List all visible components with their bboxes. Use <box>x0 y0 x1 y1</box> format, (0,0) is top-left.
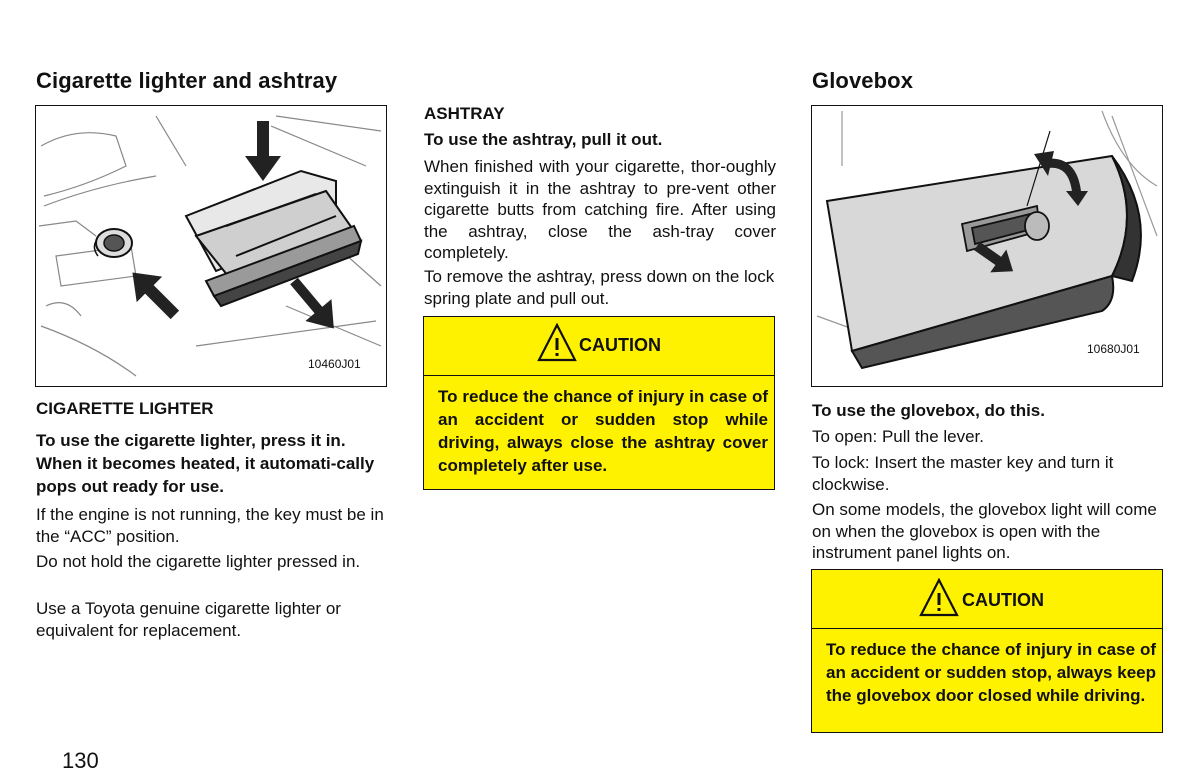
glovebox-light-note: On some models, the glovebox light will come on when the glovebox is open with the instrument panel lights on. <box>812 500 1157 562</box>
down-arrow-icon <box>245 121 281 181</box>
ashtray-note-1: When finished with your cigarette, thor-oughly extinguish it in the ashtray to pre-vent other cigarette butts from catching fire. After using the ashtray, close the ash-tray cover completely. <box>424 157 776 262</box>
caution-header <box>812 570 1162 629</box>
cigarette-lighter-note-1: If the engine is not running, the key must be in the “ACC” position. <box>36 505 384 546</box>
section-title-cigarette-ashtray: Cigarette lighter and ashtray <box>36 68 338 93</box>
glovebox-caution-box <box>811 569 1163 733</box>
section-title-glovebox: Glovebox <box>812 68 914 93</box>
cigarette-lighter-instruction: To use the cigarette lighter, press it in. When it becomes heated, it automati-cally pops out ready for use. <box>36 431 375 496</box>
glovebox-open-note: To open: Pull the lever. <box>812 427 985 446</box>
ashtray-illustration <box>35 105 387 387</box>
figure-code: 10680J01 <box>1087 342 1140 356</box>
cigarette-lighter-note-3: Use a Toyota genuine cigarette lighter or equivalent for replacement. <box>36 599 341 640</box>
ashtray-drawer <box>186 171 361 306</box>
caution-text: To reduce the chance of injury in case of an accident or sudden stop, always keep the glovebox door closed while driving. <box>826 640 1156 705</box>
glovebox-illustration <box>811 105 1163 387</box>
caution-label: CAUTION <box>962 590 1044 610</box>
ashtray-caution-box <box>423 316 775 490</box>
figure-code: 10460J01 <box>308 357 361 371</box>
glovebox-instruction: To use the glovebox, do this. <box>812 401 1045 420</box>
page-number: 130 <box>62 748 99 773</box>
caution-label: CAUTION <box>579 335 661 355</box>
lighter-knob <box>94 229 132 257</box>
caution-text: To reduce the chance of injury in case of an accident or sudden stop while driving, always close the ashtray cover completely after use. <box>438 387 768 475</box>
push-arrow-icon <box>120 260 188 328</box>
glovebox-lock-note: To lock: Insert the master key and turn it clockwise. <box>812 453 1114 494</box>
warning-triangle-icon <box>919 578 959 618</box>
cigarette-lighter-note-2: Do not hold the cigarette lighter pressed in. <box>36 552 361 571</box>
caution-header <box>424 317 774 376</box>
ashtray-note-2: To remove the ashtray, press down on the lock spring plate and pull out. <box>424 267 775 308</box>
ashtray-instruction: To use the ashtray, pull it out. <box>424 130 663 149</box>
cigarette-lighter-heading: CIGARETTE LIGHTER <box>36 399 214 418</box>
warning-triangle-icon <box>537 323 577 363</box>
ashtray-heading: ASHTRAY <box>424 104 505 123</box>
glovebox-door <box>827 156 1141 368</box>
